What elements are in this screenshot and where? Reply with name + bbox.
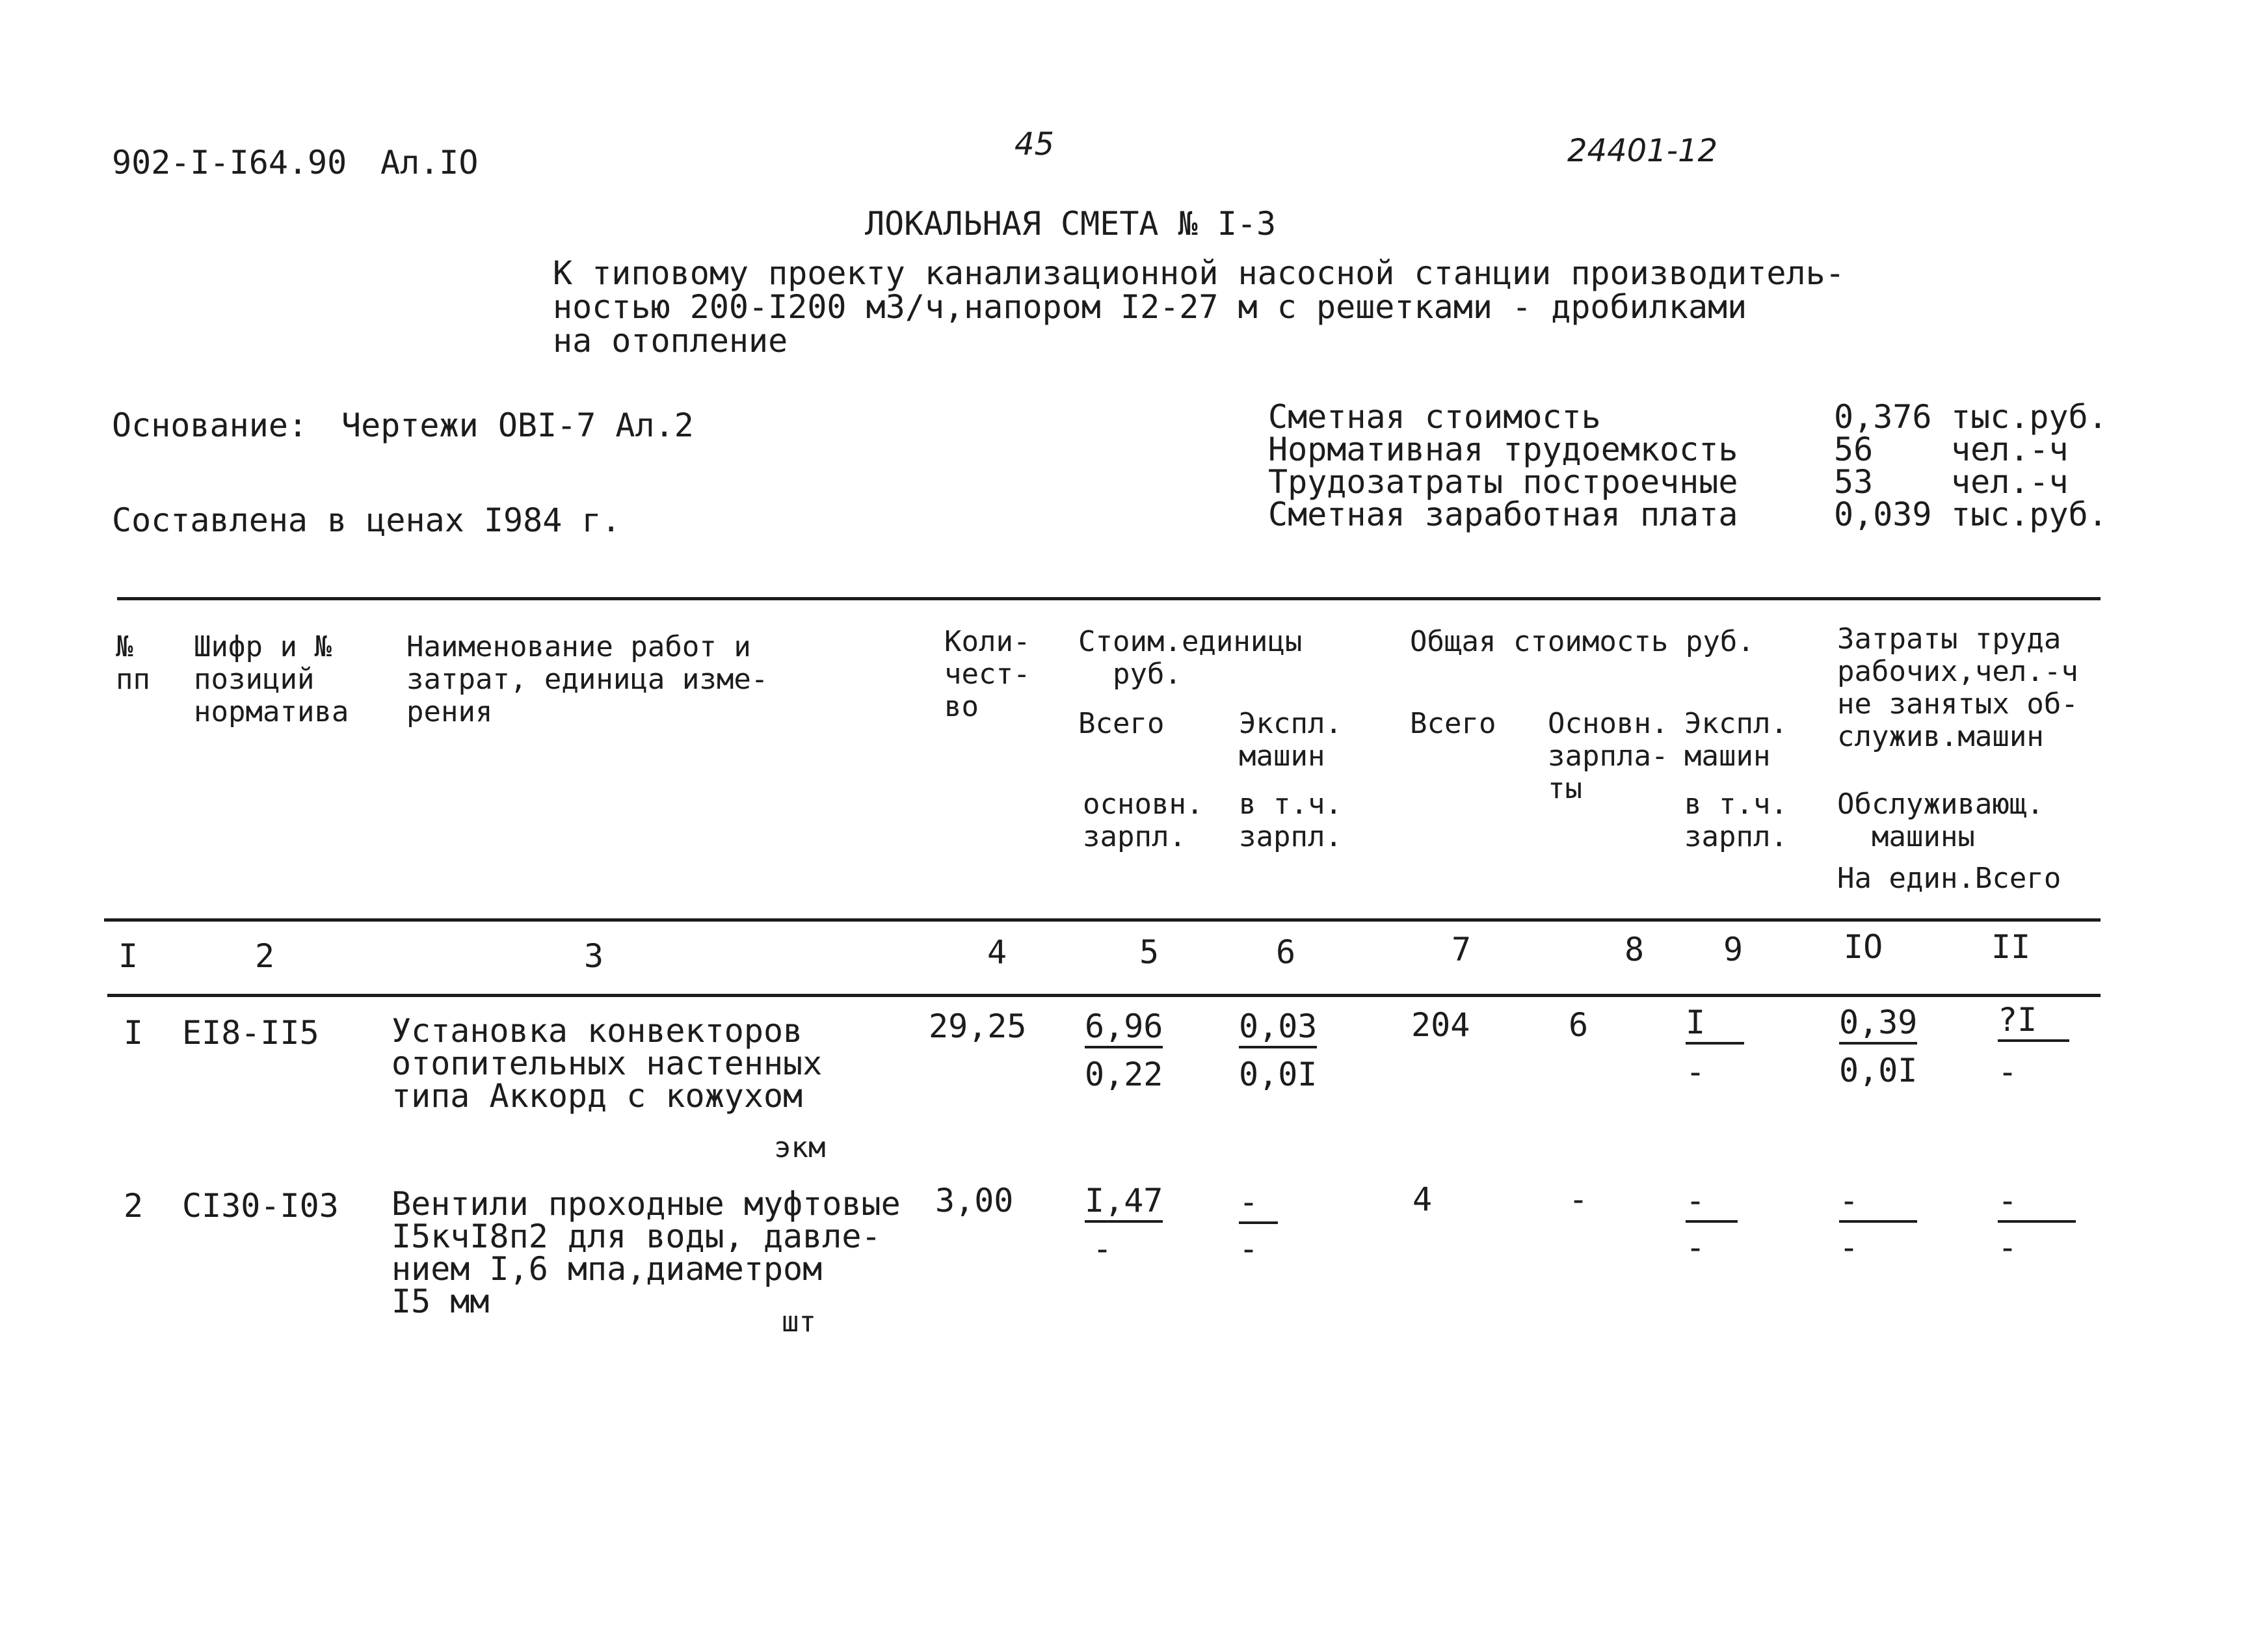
header-total-incl-wage: в т.ч. зарпл. bbox=[1684, 788, 1788, 853]
header-unit-cost: Стоим.единицы руб. bbox=[1078, 625, 1303, 691]
header-row-number: № пп bbox=[116, 630, 150, 696]
row1-total: 204 bbox=[1411, 1006, 1470, 1044]
row1-number: I bbox=[124, 1014, 144, 1052]
colnum-5: 5 bbox=[1139, 933, 1160, 971]
header-labor-costs: Затраты труда рабочих,чел.-ч не занятых об- служив.машин bbox=[1837, 622, 2078, 753]
header-unit-incl-wage: в т.ч. зарпл. bbox=[1239, 788, 1342, 853]
colnum-1: I bbox=[118, 937, 139, 975]
header-code: Шифр и № позиций норматива bbox=[194, 630, 349, 728]
header-unit-total: Всего bbox=[1078, 707, 1165, 740]
row2-name: Вентили проходные муфтовые I5кчI8п2 для воды, давле- нием I,6 мпа,диаметром I5 мм bbox=[391, 1185, 901, 1320]
header-total-cost: Общая стоимость руб. bbox=[1410, 625, 1755, 658]
header-labor-servicing: Обслуживающ. машины bbox=[1837, 788, 2044, 853]
row2-unit-incl-wage: - bbox=[1239, 1230, 1259, 1268]
row2-unit-total: I,47 bbox=[1085, 1182, 1163, 1223]
price-basis: Составлена в ценах I984 г. bbox=[112, 501, 621, 539]
colnum-8: 8 bbox=[1624, 931, 1645, 968]
colnum-4: 4 bbox=[987, 933, 1007, 971]
colnum-9: 9 bbox=[1723, 931, 1743, 968]
reference-number: 24401-12 bbox=[1567, 133, 1718, 169]
row1-unit-total: 6,96 bbox=[1085, 1008, 1163, 1048]
row1-labor-per-unit: 0,39 bbox=[1839, 1004, 1917, 1045]
colnum-10: IO bbox=[1844, 928, 1883, 966]
row1-labor-total-serv: - bbox=[1998, 1053, 2018, 1091]
row2-total: 4 bbox=[1412, 1180, 1433, 1218]
sheet-number: Ал.IO bbox=[380, 144, 479, 181]
colnum-7: 7 bbox=[1452, 931, 1472, 968]
row2-unit: шт bbox=[782, 1305, 816, 1339]
row1-name: Установка конвекторов отопительных настенных типа Аккорд с кожухом bbox=[391, 1012, 823, 1115]
row2-total-incl-wage: - bbox=[1686, 1229, 1706, 1266]
colnum-11: II bbox=[1991, 928, 2031, 966]
row2-code: CI30-I03 bbox=[182, 1187, 339, 1225]
row1-total-incl-wage: - bbox=[1686, 1053, 1706, 1091]
row1-unit: экм bbox=[774, 1131, 826, 1164]
row1-labor-per-unit-serv: 0,0I bbox=[1839, 1052, 1918, 1089]
subtitle-line-3: на отопление bbox=[553, 322, 788, 360]
row2-total-machines: - bbox=[1686, 1182, 1738, 1223]
subtitle-line-1: К типовому проекту канализационной насосной станции производитель- bbox=[553, 254, 1845, 292]
row1-unit-incl-wage: 0,0I bbox=[1239, 1056, 1318, 1093]
header-labor-per-unit-total: На един.Всего bbox=[1837, 862, 2062, 895]
row1-code: EI8-II5 bbox=[182, 1014, 319, 1052]
row2-labor-per-unit-serv: - bbox=[1839, 1229, 1859, 1266]
row1-quantity: 29,25 bbox=[929, 1007, 1027, 1045]
row2-labor-per-unit: - bbox=[1839, 1182, 1917, 1223]
basis-value: Чертежи OBI-7 Ал.2 bbox=[341, 406, 694, 444]
header-work-name: Наименование работ и затрат, единица изме- рения bbox=[406, 630, 769, 728]
row1-labor-total: ?I bbox=[1998, 1002, 2069, 1042]
header-total-machines: Экспл. машин bbox=[1684, 707, 1788, 773]
row1-unit-wage: 0,22 bbox=[1085, 1056, 1163, 1093]
header-bottom-rule bbox=[104, 918, 2101, 922]
numbering-bottom-rule bbox=[107, 994, 2101, 997]
row2-unit-machines: - bbox=[1239, 1184, 1278, 1224]
estimate-title: ЛОКАЛЬНАЯ СМЕТА № I-3 bbox=[865, 205, 1277, 243]
row1-total-machines: I bbox=[1686, 1004, 1744, 1045]
header-unit-machines: Экспл. машин bbox=[1239, 707, 1342, 773]
document-code: 902-I-I64.90 bbox=[112, 144, 347, 181]
row2-total-wage: - bbox=[1569, 1180, 1589, 1218]
header-total-wage: Основн. зарпла- ты bbox=[1548, 707, 1669, 805]
colnum-6: 6 bbox=[1276, 933, 1296, 971]
header-unit-wage: основн. зарпл. bbox=[1083, 788, 1204, 853]
row2-unit-wage: - bbox=[1093, 1230, 1113, 1268]
row1-unit-machines: 0,03 bbox=[1239, 1008, 1317, 1048]
row2-quantity: 3,00 bbox=[935, 1182, 1014, 1219]
colnum-3: 3 bbox=[584, 937, 604, 975]
row1-total-wage: 6 bbox=[1569, 1006, 1589, 1044]
row2-labor-total: - bbox=[1998, 1182, 2076, 1223]
subtitle-line-2: ностью 200-I200 м3/ч,напором I2-27 м с решетками - дробилками bbox=[553, 288, 1747, 326]
row2-number: 2 bbox=[124, 1187, 144, 1225]
header-quantity: Коли- чест- во bbox=[944, 625, 1031, 723]
table-top-rule bbox=[117, 597, 2101, 600]
page-number: 45 bbox=[1014, 126, 1055, 163]
row2-labor-total-serv: - bbox=[1998, 1229, 2018, 1266]
colnum-2: 2 bbox=[255, 937, 275, 975]
basis-label: Основание: bbox=[112, 406, 308, 444]
header-total-all: Всего bbox=[1410, 707, 1496, 740]
